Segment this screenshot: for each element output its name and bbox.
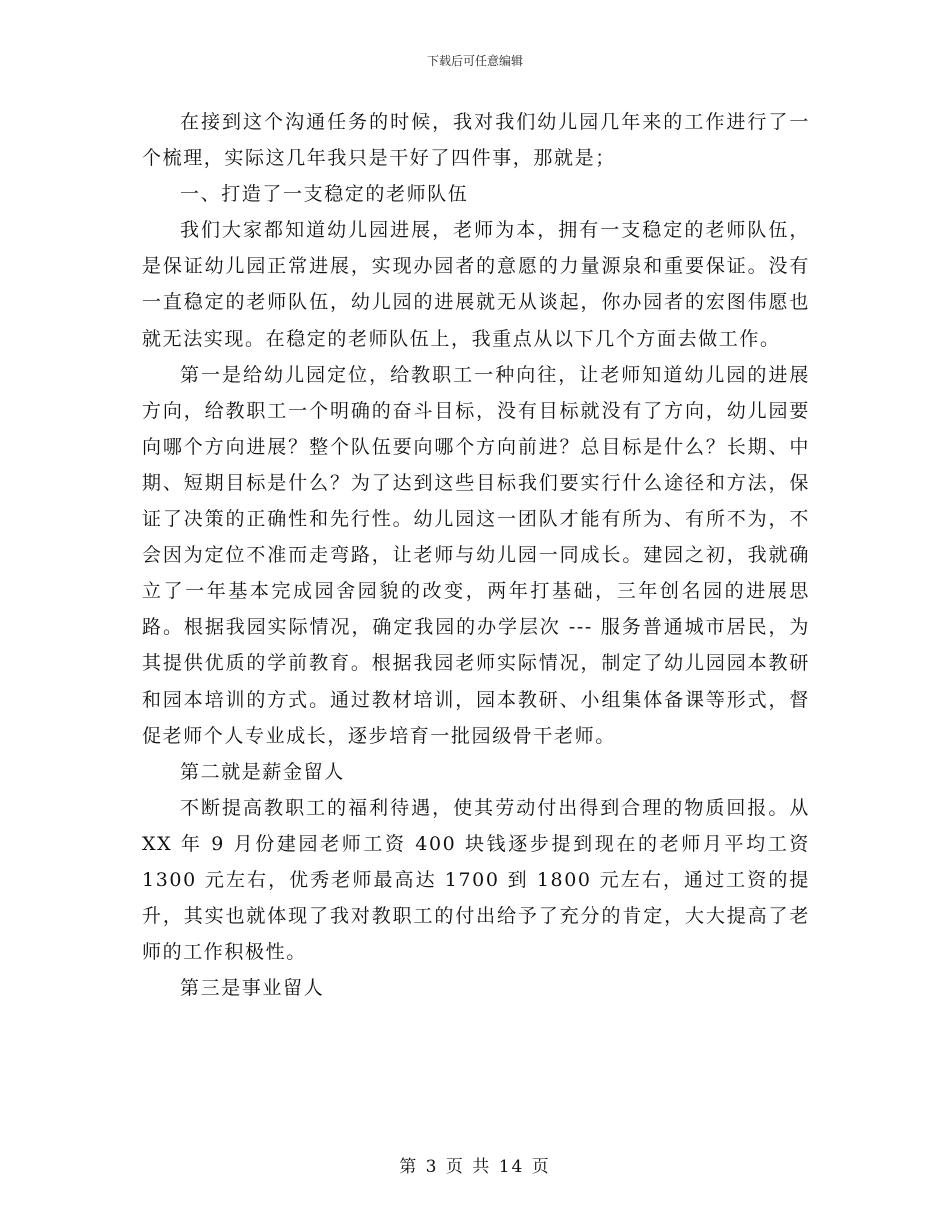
paragraph-positioning: 第一是给幼儿园定位，给教职工一种向往，让老师知道幼儿园的进展方向，给教职工一个明确的奋斗目标，没有目标就没有了方向，幼儿园要向哪个方向进展？整个队伍要向哪个方向前进？总目标是什么？长期、中期、短期目标是什么？为了达到这些目标我们要实行什么途径和方法，保证了决策的正确性和先行性。幼儿园这一团队才能有所为、有所不为，不会因为定位不准而走弯路，让老师与幼儿园一同成长。建园之初，我就确立了一年基本完成园舍园貌的改变，两年打基础，三年创名园的进展思路。根据我园实际情况，确定我园的办学层次 --- 服务普通城市居民，为其提供优质的学前教育。根据我园老师实际情况，制定了幼儿园园本教研和园本培训的方式。通过教材培训，园本教研、小组集体备课等形式，督促老师个人专业成长，逐步培育一批园级骨干老师。 [142,363,810,747]
subheading-career: 第三是事业留人 [180,977,325,1000]
subheading-salary: 第二就是薪金留人 [180,760,345,783]
page-footer: 第 3 页 共 14 页 [399,1157,551,1177]
document-body [142,104,810,1006]
paragraph-teacher-team: 我们大家都知道幼儿园进展，老师为本，拥有一支稳定的老师队伍，是保证幼儿园正常进展，实现办园者的意愿的力量源泉和重要保证。没有一直稳定的老师队伍，幼儿园的进展就无从谈起，你办园者的宏图伟愿也就无法实现。在稳定的老师队伍上，我重点从以下几个方面去做工作。 [142,219,810,350]
page-header: 下载后可任意编辑 [426,54,523,68]
section-heading-1: 一、打造了一支稳定的老师队伍 [180,183,469,206]
paragraph-intro: 在接到这个沟通任务的时候，我对我们幼儿园几年来的工作进行了一个梳理，实际这几年我只是干好了四件事，那就是； [142,111,810,170]
paragraph-salary: 不断提高教职工的福利待遇，使其劳动付出得到合理的物质回报。从 XX 年 9 月份建园老师工资 400 块钱逐步提到现在的老师月平均工资 1300 元左右，优秀老师最高达 1700 到 1800 元左右，通过工资的提升，其实也就体现了我对教职工的付出给予了充分的肯定，大大提高了老师的工作积极性。 [142,796,810,964]
